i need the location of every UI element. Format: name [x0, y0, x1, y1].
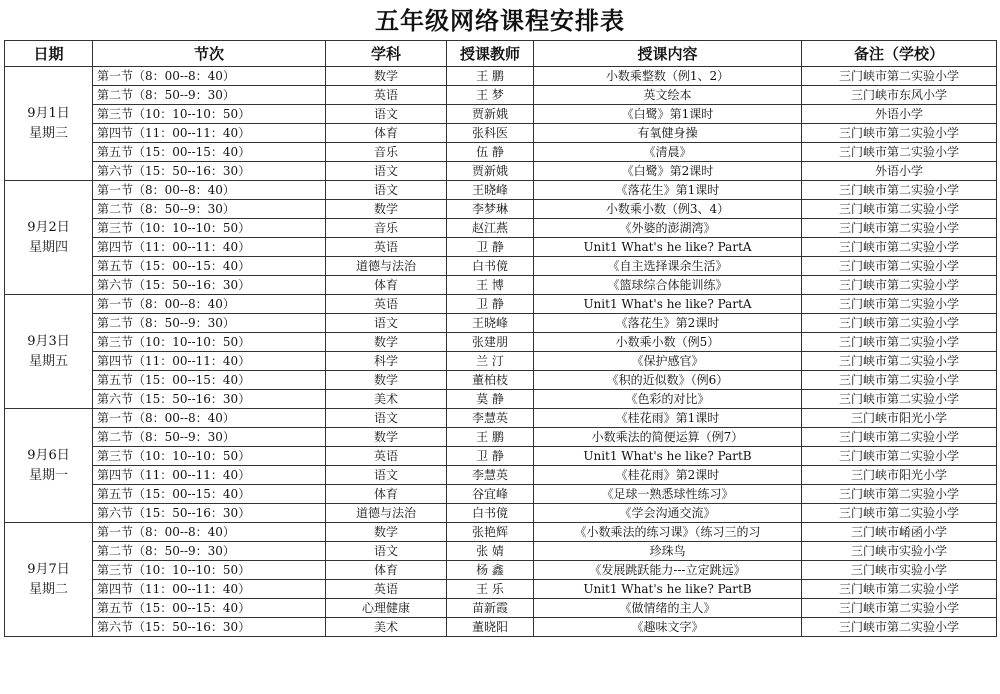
header-content: 授课内容: [534, 41, 802, 67]
content-cell: 《白鹭》第1课时: [534, 105, 802, 124]
school-cell: 三门峡市阳光小学: [802, 466, 997, 485]
table-row: [5, 580, 997, 599]
school-cell: 三门峡市第二实验小学: [802, 504, 997, 523]
period-cell: 第三节（10：10--10：50）: [93, 219, 326, 238]
table-row: [5, 618, 997, 637]
teacher-cell: 白书傹: [447, 257, 534, 276]
teacher-cell: 卫 静: [447, 295, 534, 314]
subject-cell: 音乐: [326, 143, 447, 162]
school-cell: 三门峡市实验小学: [802, 561, 997, 580]
table-row: [5, 523, 997, 542]
subject-cell: 英语: [326, 580, 447, 599]
school-cell: 三门峡市第二实验小学: [802, 67, 997, 86]
teacher-cell: 张科医: [447, 124, 534, 143]
content-cell: 小数乘整数（例1、2）: [534, 67, 802, 86]
table-row: [5, 257, 997, 276]
subject-cell: 体育: [326, 485, 447, 504]
period-cell: 第六节（15：50--16：30）: [93, 504, 326, 523]
school-cell: 三门峡市第二实验小学: [802, 599, 997, 618]
period-cell: 第三节（10：10--10：50）: [93, 105, 326, 124]
teacher-cell: 王 博: [447, 276, 534, 295]
subject-cell: 英语: [326, 295, 447, 314]
period-cell: 第四节（11：00--11：40）: [93, 352, 326, 371]
content-cell: 《做情绪的主人》: [534, 599, 802, 618]
period-cell: 第四节（11：00--11：40）: [93, 238, 326, 257]
period-cell: 第四节（11：00--11：40）: [93, 580, 326, 599]
header-school: 备注（学校）: [802, 41, 997, 67]
weekday-label: 星期五: [28, 353, 68, 369]
period-cell: 第四节（11：00--11：40）: [93, 124, 326, 143]
date-cell: [5, 523, 93, 637]
teacher-cell: 白书傹: [447, 504, 534, 523]
subject-cell: 语文: [326, 314, 447, 333]
school-cell: 三门峡市第二实验小学: [802, 390, 997, 409]
header-date: 日期: [5, 41, 93, 67]
content-cell: 《小数乘法的练习课》（练习三的习: [534, 523, 802, 542]
school-cell: 三门峡市第二实验小学: [802, 333, 997, 352]
period-cell: 第三节（10：10--10：50）: [93, 561, 326, 580]
period-cell: 第五节（15：00--15：40）: [93, 257, 326, 276]
date-cell: [5, 181, 93, 295]
date-label: 9月1日: [27, 105, 70, 121]
weekday-label: 星期一: [28, 467, 68, 483]
content-cell: 《桂花雨》第2课时: [534, 466, 802, 485]
period-cell: 第二节（8：50--9：30）: [93, 86, 326, 105]
table-row: [5, 333, 997, 352]
period-cell: 第一节（8：00--8：40）: [93, 523, 326, 542]
content-cell: 《色彩的对比》: [534, 390, 802, 409]
table-row: [5, 466, 997, 485]
content-cell: Unit1 What's he like? PartB: [534, 447, 802, 466]
period-cell: 第一节（8：00--8：40）: [93, 67, 326, 86]
content-cell: 《积的近似数》（例6）: [534, 371, 802, 390]
content-cell: 《发展跳跃能力---立定跳远》: [534, 561, 802, 580]
table-row: [5, 143, 997, 162]
teacher-cell: 李梦琳: [447, 200, 534, 219]
subject-cell: 数学: [326, 67, 447, 86]
weekday-label: 星期二: [28, 581, 68, 597]
subject-cell: 心理健康: [326, 599, 447, 618]
table-row: [5, 162, 997, 181]
school-cell: 三门峡市第二实验小学: [802, 371, 997, 390]
teacher-cell: 王 鹏: [447, 428, 534, 447]
teacher-cell: 董晓阳: [447, 618, 534, 637]
subject-cell: 语文: [326, 162, 447, 181]
content-cell: 小数乘小数（例5）: [534, 333, 802, 352]
teacher-cell: 王晓峰: [447, 314, 534, 333]
school-cell: 三门峡市第二实验小学: [802, 295, 997, 314]
date-label: 9月2日: [27, 219, 70, 235]
subject-cell: 数学: [326, 371, 447, 390]
subject-cell: 道德与法治: [326, 504, 447, 523]
table-row: [5, 409, 997, 428]
content-cell: 小数乘法的简便运算（例7）: [534, 428, 802, 447]
school-cell: 三门峡市第二实验小学: [802, 276, 997, 295]
schedule-table: [4, 40, 997, 637]
header-period: 节次: [93, 41, 326, 67]
table-row: [5, 276, 997, 295]
school-cell: 外语小学: [802, 162, 997, 181]
subject-cell: 数学: [326, 523, 447, 542]
table-row: [5, 504, 997, 523]
period-cell: 第三节（10：10--10：50）: [93, 333, 326, 352]
table-row: [5, 390, 997, 409]
content-cell: 《自主选择课余生活》: [534, 257, 802, 276]
content-cell: Unit1 What's he like? PartA: [534, 295, 802, 314]
school-cell: 三门峡市第二实验小学: [802, 580, 997, 599]
table-row: [5, 428, 997, 447]
teacher-cell: 卫 静: [447, 447, 534, 466]
content-cell: 有氧健身操: [534, 124, 802, 143]
schedule-body: [5, 67, 997, 637]
table-row: [5, 238, 997, 257]
school-cell: 三门峡市第二实验小学: [802, 618, 997, 637]
subject-cell: 道德与法治: [326, 257, 447, 276]
subject-cell: 语文: [326, 409, 447, 428]
content-cell: 珍珠鸟: [534, 542, 802, 561]
table-row: [5, 200, 997, 219]
header-row: [5, 41, 997, 67]
period-cell: 第五节（15：00--15：40）: [93, 599, 326, 618]
weekday-label: 星期四: [28, 239, 68, 255]
content-cell: 《足球一熟悉球性练习》: [534, 485, 802, 504]
table-row: [5, 371, 997, 390]
content-cell: 《趣味文字》: [534, 618, 802, 637]
school-cell: 三门峡市第二实验小学: [802, 181, 997, 200]
content-cell: 《落花生》第1课时: [534, 181, 802, 200]
school-cell: 三门峡市阳光小学: [802, 409, 997, 428]
school-cell: 三门峡市第二实验小学: [802, 485, 997, 504]
subject-cell: 数学: [326, 333, 447, 352]
period-cell: 第六节（15：50--16：30）: [93, 162, 326, 181]
content-cell: 《篮球综合体能训练》: [534, 276, 802, 295]
subject-cell: 体育: [326, 561, 447, 580]
school-cell: 三门峡市实验小学: [802, 542, 997, 561]
teacher-cell: 莫 静: [447, 390, 534, 409]
teacher-cell: 贾新娥: [447, 162, 534, 181]
content-cell: 《外婆的澎湖湾》: [534, 219, 802, 238]
period-cell: 第五节（15：00--15：40）: [93, 143, 326, 162]
date-label: 9月3日: [27, 333, 70, 349]
weekday-label: 星期三: [28, 125, 68, 141]
school-cell: 外语小学: [802, 105, 997, 124]
subject-cell: 英语: [326, 238, 447, 257]
teacher-cell: 王晓峰: [447, 181, 534, 200]
school-cell: 三门峡市第二实验小学: [802, 352, 997, 371]
period-cell: 第三节（10：10--10：50）: [93, 447, 326, 466]
period-cell: 第二节（8：50--9：30）: [93, 314, 326, 333]
subject-cell: 语文: [326, 105, 447, 124]
period-cell: 第四节（11：00--11：40）: [93, 466, 326, 485]
period-cell: 第六节（15：50--16：30）: [93, 618, 326, 637]
period-cell: 第五节（15：00--15：40）: [93, 485, 326, 504]
content-cell: 《桂花雨》第1课时: [534, 409, 802, 428]
school-cell: 三门峡市第二实验小学: [802, 219, 997, 238]
subject-cell: 英语: [326, 86, 447, 105]
table-row: [5, 561, 997, 580]
school-cell: 三门峡市崤函小学: [802, 523, 997, 542]
header-teacher: 授课教师: [447, 41, 534, 67]
page-title: 五年级网络课程安排表: [375, 6, 625, 35]
table-row: [5, 352, 997, 371]
teacher-cell: 王 乐: [447, 580, 534, 599]
teacher-cell: 李慧英: [447, 409, 534, 428]
table-row: [5, 599, 997, 618]
period-cell: 第二节（8：50--9：30）: [93, 542, 326, 561]
content-cell: 《学会沟通交流》: [534, 504, 802, 523]
table-row: [5, 181, 997, 200]
teacher-cell: 贾新娥: [447, 105, 534, 124]
table-row: [5, 219, 997, 238]
subject-cell: 语文: [326, 466, 447, 485]
subject-cell: 英语: [326, 447, 447, 466]
teacher-cell: 赵江燕: [447, 219, 534, 238]
teacher-cell: 李慧英: [447, 466, 534, 485]
teacher-cell: 张 婧: [447, 542, 534, 561]
period-cell: 第二节（8：50--9：30）: [93, 428, 326, 447]
period-cell: 第六节（15：50--16：30）: [93, 390, 326, 409]
table-row: [5, 314, 997, 333]
period-cell: 第五节（15：00--15：40）: [93, 371, 326, 390]
content-cell: 《白鹭》第2课时: [534, 162, 802, 181]
content-cell: 《清晨》: [534, 143, 802, 162]
table-row: [5, 485, 997, 504]
teacher-cell: 王 鹏: [447, 67, 534, 86]
table-row: [5, 105, 997, 124]
content-cell: Unit1 What's he like? PartB: [534, 580, 802, 599]
subject-cell: 数学: [326, 428, 447, 447]
table-row: [5, 542, 997, 561]
table-row: [5, 447, 997, 466]
table-row: [5, 67, 997, 86]
content-cell: Unit1 What's he like? PartA: [534, 238, 802, 257]
table-row: [5, 124, 997, 143]
content-cell: 小数乘小数（例3、4）: [534, 200, 802, 219]
content-cell: 《保护感官》: [534, 352, 802, 371]
teacher-cell: 王 梦: [447, 86, 534, 105]
teacher-cell: 兰 汀: [447, 352, 534, 371]
school-cell: 三门峡市第二实验小学: [802, 314, 997, 333]
teacher-cell: 卫 静: [447, 238, 534, 257]
school-cell: 三门峡市第二实验小学: [802, 143, 997, 162]
school-cell: 三门峡市第二实验小学: [802, 200, 997, 219]
table-row: [5, 86, 997, 105]
subject-cell: 美术: [326, 390, 447, 409]
school-cell: 三门峡市第二实验小学: [802, 428, 997, 447]
content-cell: 英文绘本: [534, 86, 802, 105]
date-cell: [5, 409, 93, 523]
school-cell: 三门峡市第二实验小学: [802, 238, 997, 257]
period-cell: 第六节（15：50--16：30）: [93, 276, 326, 295]
subject-cell: 数学: [326, 200, 447, 219]
teacher-cell: 张建朋: [447, 333, 534, 352]
period-cell: 第一节（8：00--8：40）: [93, 181, 326, 200]
period-cell: 第一节（8：00--8：40）: [93, 409, 326, 428]
school-cell: 三门峡市第二实验小学: [802, 447, 997, 466]
subject-cell: 体育: [326, 124, 447, 143]
subject-cell: 语文: [326, 542, 447, 561]
subject-cell: 科学: [326, 352, 447, 371]
teacher-cell: 张艳辉: [447, 523, 534, 542]
date-cell: [5, 67, 93, 181]
date-label: 9月7日: [27, 561, 70, 577]
teacher-cell: 谷宜峰: [447, 485, 534, 504]
subject-cell: 美术: [326, 618, 447, 637]
school-cell: 三门峡市第二实验小学: [802, 257, 997, 276]
teacher-cell: 伍 静: [447, 143, 534, 162]
school-cell: 三门峡市东风小学: [802, 86, 997, 105]
header-subject: 学科: [326, 41, 447, 67]
teacher-cell: 杨 鑫: [447, 561, 534, 580]
table-row: [5, 295, 997, 314]
period-cell: 第二节（8：50--9：30）: [93, 200, 326, 219]
subject-cell: 语文: [326, 181, 447, 200]
content-cell: 《落花生》第2课时: [534, 314, 802, 333]
school-cell: 三门峡市第二实验小学: [802, 124, 997, 143]
subject-cell: 音乐: [326, 219, 447, 238]
date-cell: [5, 295, 93, 409]
subject-cell: 体育: [326, 276, 447, 295]
teacher-cell: 董柏枝: [447, 371, 534, 390]
teacher-cell: 苗新霞: [447, 599, 534, 618]
date-label: 9月6日: [27, 447, 70, 463]
period-cell: 第一节（8：00--8：40）: [93, 295, 326, 314]
